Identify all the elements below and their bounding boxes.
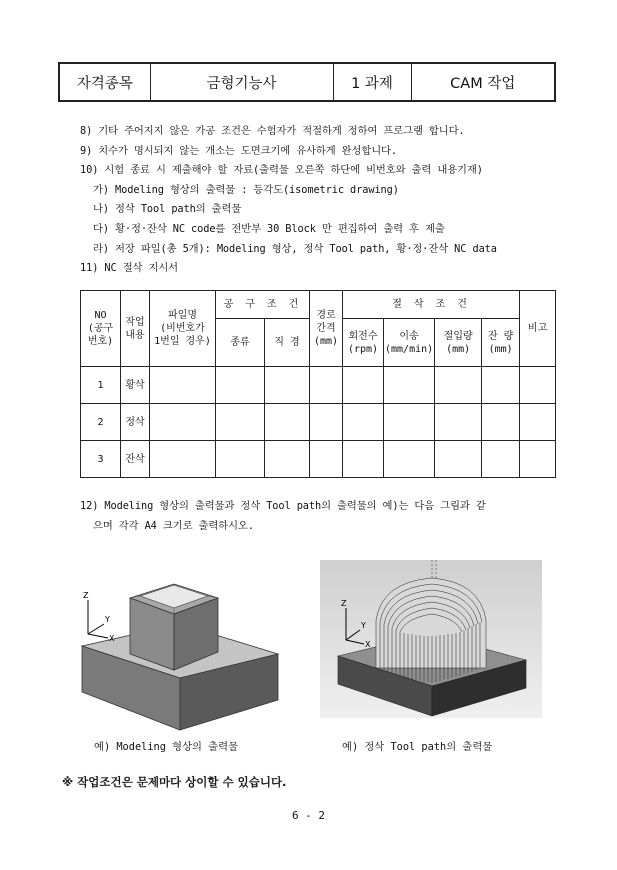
instruction-10-c: 다) 황·정·잔삭 NC code를 전반부 30 Block 만 편집하여 출력 후 제출: [93, 222, 445, 235]
work-type: CAM 작업: [411, 63, 555, 101]
left-figure-caption: 예) Modeling 형상의 출력물: [94, 741, 239, 753]
axis-y-label: Y: [105, 615, 110, 624]
right-figure-caption: 예) 정삭 Tool path의 출력물: [342, 741, 493, 753]
header-tool-type: 종류: [216, 319, 265, 367]
row-no: 2: [81, 404, 121, 441]
instruction-12-line-2: 으며 각각 A4 크기로 출력하시오.: [93, 519, 254, 532]
row-no: 1: [81, 367, 121, 404]
table-row: [81, 404, 556, 441]
header-work: 작업 내용: [121, 291, 150, 367]
row-work: 잔삭: [121, 441, 150, 478]
tool-path-figure: [320, 560, 542, 718]
modeling-shape-figure: [76, 562, 288, 732]
header-depth-of-cut: 절입량 (mm): [435, 319, 482, 367]
axis-z-label: Z: [341, 599, 347, 608]
row-work: 황삭: [121, 367, 150, 404]
instruction-10-d: 라) 저장 파일(총 5개): Modeling 형상, 정삭 Tool path, 황·정·잔삭 NC data: [93, 242, 497, 255]
task-number: 1 과제: [333, 63, 411, 101]
row-no: 3: [81, 441, 121, 478]
header-remarks: 비고: [520, 291, 556, 367]
table-row: [81, 367, 556, 404]
instruction-10-b: 나) 정삭 Tool path의 출력물: [93, 203, 242, 216]
axis-x-label: X: [109, 634, 115, 643]
header-spindle-speed: 회전수 (rpm): [343, 319, 384, 367]
table-row: [81, 441, 556, 478]
instructions: [80, 124, 570, 281]
header-no: NO (공구 번호): [81, 291, 121, 367]
page-number: 6 - 2: [291, 809, 326, 822]
axis-y-label: Y: [361, 621, 366, 630]
instruction-12: [80, 499, 570, 538]
subject-name: 금형기능사: [150, 63, 333, 101]
header-tool-conditions: 공 구 조 건: [216, 291, 310, 319]
header-feed-rate: 이송 (mm/min): [384, 319, 435, 367]
header-path-interval: 경로 간격 (mm): [310, 291, 343, 367]
axis-triad: [83, 591, 115, 643]
header-cutting-conditions: 절 삭 조 건: [343, 291, 520, 319]
work-conditions-note: ※ 작업조건은 문제마다 상이할 수 있습니다.: [62, 775, 287, 789]
header-stock-allowance: 잔 량 (mm): [482, 319, 520, 367]
axis-z-label: Z: [83, 591, 89, 600]
header-filename: 파일명 (비번호가 1번일 경우): [150, 291, 216, 367]
instruction-10-a: 가) Modeling 형상의 출력물 : 등각도(isometric drawing): [93, 183, 399, 196]
instruction-11: 11) NC 절삭 지시서: [80, 262, 179, 275]
instruction-12-line-1: 12) Modeling 형상의 출력물과 정삭 Tool path의 출력물의 예)는 다음 그림과 같: [80, 500, 486, 512]
axis-x-label: X: [365, 640, 371, 649]
header-table: [58, 62, 556, 102]
header-tool-diameter: 직 경: [265, 319, 310, 367]
instruction-8: 8) 기타 주어지지 않은 가공 조건은 수험자가 적절하게 정하여 프로그램 합니다.: [80, 125, 465, 137]
instruction-10: 10) 시험 종료 시 제출해야 할 자료(출력물 오른쪽 하단에 비번호와 출력 내용기재): [80, 164, 483, 177]
row-work: 정삭: [121, 404, 150, 441]
qualification-label: 자격종목: [59, 63, 150, 101]
nc-cutting-table: [80, 290, 556, 478]
instruction-9: 9) 치수가 명시되지 않는 개소는 도면크기에 유사하게 완성합니다.: [80, 144, 398, 157]
